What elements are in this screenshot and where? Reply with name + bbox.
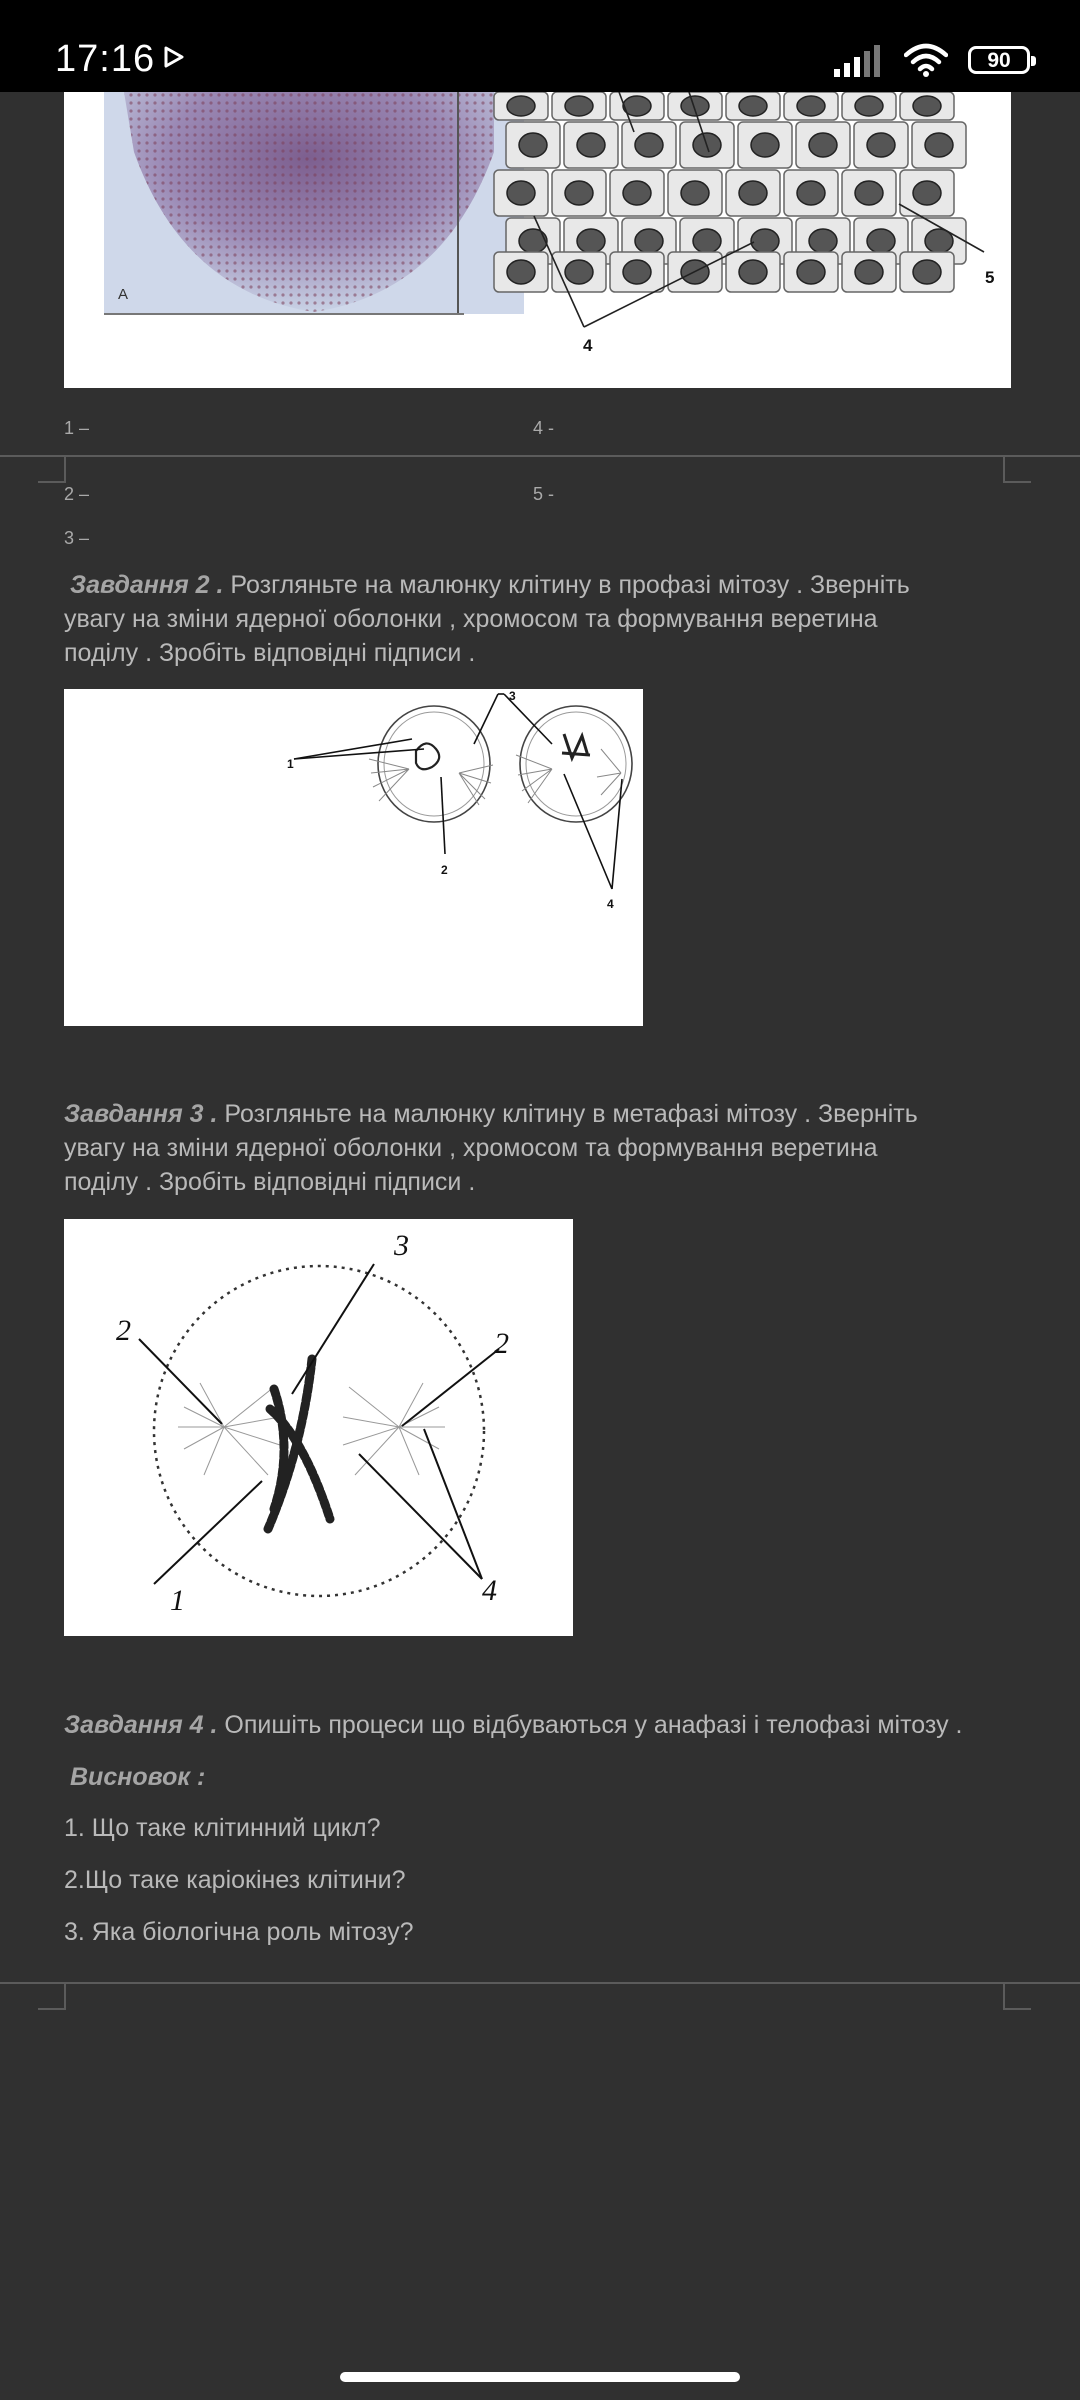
- task3-text-line3: поділу . Зробіть відповідні підписи .: [64, 1168, 476, 1196]
- figure2-label-3: 3: [509, 689, 516, 703]
- figure3-label-1: 1: [170, 1584, 185, 1617]
- figure3-label-4: 4: [482, 1574, 497, 1607]
- conclusion-question-1: 1. Що таке клітинний цикл?: [64, 1814, 381, 1842]
- page-corner-mark: [38, 1984, 66, 2010]
- task4-paragraph: [64, 1708, 1054, 1742]
- figure2-label-4: 4: [607, 897, 614, 911]
- battery-level: 90: [987, 48, 1011, 72]
- figure3-label-2-left: 2: [116, 1314, 131, 1347]
- wifi-icon: [904, 43, 948, 77]
- figure2-label-1: 1: [287, 757, 294, 771]
- figure-root-tip-cells: [64, 92, 1011, 388]
- conclusion-question-2: 2.Що таке каріокінез клітини?: [64, 1866, 406, 1894]
- page-corner-mark: [1003, 1984, 1031, 2010]
- task4-heading: Завдання 4 .: [64, 1711, 218, 1739]
- page-corner-mark: [38, 457, 66, 483]
- page-break-line: [0, 455, 1080, 457]
- play-store-notification-icon: [163, 46, 185, 68]
- battery-icon: [968, 46, 1030, 74]
- task3-paragraph: [64, 1097, 1024, 1199]
- page-corner-mark: [1003, 457, 1031, 483]
- answer-line-2: 2 –: [64, 484, 90, 504]
- figure-root-tip-drawing: [64, 92, 1011, 388]
- status-bar: [0, 0, 1080, 92]
- task2-text-line2: увагу на зміни ядерної оболонки , хромосом та формування веретина: [64, 605, 878, 633]
- figure3-label-3: 3: [394, 1229, 409, 1262]
- task3-text-line2: увагу на зміни ядерної оболонки , хромосом та формування веретина: [64, 1134, 878, 1162]
- figure3-label-2-right: 2: [494, 1327, 509, 1360]
- answer-line-4: 4 -: [533, 418, 555, 438]
- figure1-label-a: A: [118, 286, 129, 303]
- task4-text: Опишіть процеси що відбуваються у анафазі і телофазі мітозу .: [217, 1711, 963, 1739]
- answer-line-1: 1 –: [64, 418, 90, 438]
- task2-text-line3: поділу . Зробіть відповідні підписи .: [64, 639, 476, 667]
- figure-prophase-drawing: [64, 689, 643, 1026]
- signal-strength-icon: [832, 43, 884, 77]
- answer-line-5: 5 -: [533, 484, 555, 504]
- conclusion-question-3: 3. Яка біологічна роль мітозу?: [64, 1918, 414, 1946]
- figure-metaphase-cell: [64, 1219, 573, 1636]
- task2-paragraph: [64, 568, 1024, 670]
- page-end-line: [0, 1982, 1080, 1984]
- status-time: 17:16: [55, 38, 156, 80]
- figure1-label-5: 5: [985, 268, 995, 287]
- task2-heading: Завдання 2 .: [70, 571, 224, 599]
- figure-prophase-cells: [64, 689, 643, 1026]
- figure2-label-2: 2: [441, 863, 448, 877]
- figure1-label-4: 4: [583, 336, 593, 355]
- conclusion-heading: Висновок :: [70, 1763, 206, 1791]
- task3-text-line1: Розгляньте на малюнку клітину в метафазі мітозу . Зверніть: [217, 1100, 918, 1128]
- answer-line-3: 3 –: [64, 528, 90, 548]
- task3-heading: Завдання 3 .: [64, 1100, 218, 1128]
- task2-text-line1: Розгляньте на малюнку клітину в профазі мітозу . Зверніть: [223, 571, 910, 599]
- home-indicator[interactable]: [340, 2372, 740, 2382]
